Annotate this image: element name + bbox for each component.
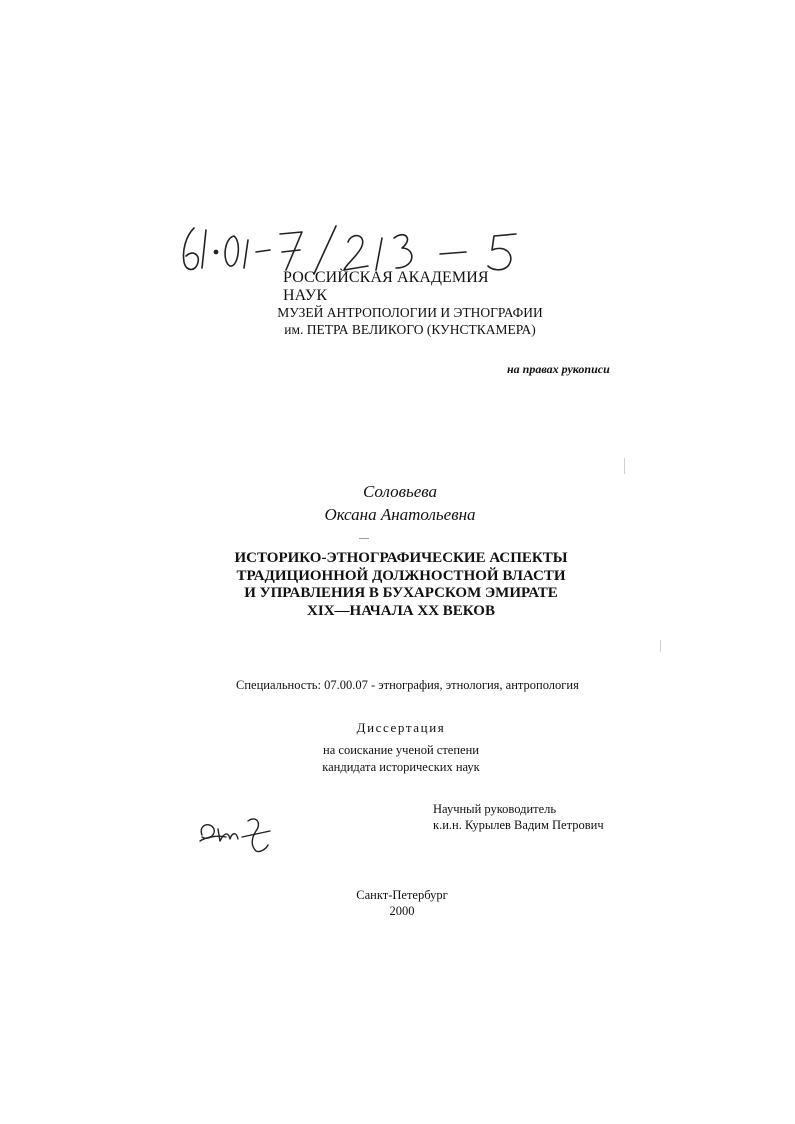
author-surname: Соловьева xyxy=(362,482,438,501)
dissertation-label: Диссертация xyxy=(356,720,446,735)
supervisor-block xyxy=(433,801,604,833)
supervisor-role: Научный руководитель xyxy=(433,802,557,816)
museum-name xyxy=(270,304,550,338)
degree-line-2: кандидата исторических наук xyxy=(322,760,480,774)
title-line-3: И УПРАВЛЕНИЯ В БУХАРСКОМ ЭМИРАТЕ xyxy=(244,585,558,601)
title-line-2: ТРАДИЦИОННОЙ ДОЛЖНОСТНОЙ ВЛАСТИ xyxy=(236,567,566,584)
author-given-names: Оксана Анатольевна xyxy=(324,505,476,524)
rights-note: на правах рукописи xyxy=(507,362,610,376)
scan-mark xyxy=(660,640,661,652)
scan-mark xyxy=(359,538,369,539)
museum-line-2: им. ПЕТРА ВЕЛИКОГО (КУНСТКАМЕРА) xyxy=(284,322,536,337)
place: Санкт-Петербург xyxy=(356,888,448,902)
author-name xyxy=(0,480,795,526)
organization-title: РОССИЙСКАЯ АКАДЕМИЯ НАУК xyxy=(283,269,489,304)
handwritten-signature xyxy=(196,815,276,855)
year: 2000 xyxy=(389,904,415,918)
museum-line-1: МУЗЕЙ АНТРОПОЛОГИИ И ЭТНОГРАФИИ xyxy=(277,305,543,320)
scan-mark xyxy=(624,458,625,474)
title-line-1: ИСТОРИКО-ЭТНОГРАФИЧЕСКИЕ АСПЕКТЫ xyxy=(234,550,568,566)
dissertation-title xyxy=(0,550,795,620)
specialty-line: Специальность: 07.00.07 - этнография, этнология, антропология xyxy=(236,678,579,692)
title-line-4: XIX—НАЧАЛА XX ВЕКОВ xyxy=(307,602,495,619)
place-and-year xyxy=(0,887,795,919)
supervisor-name: к.и.н. Курылев Вадим Петрович xyxy=(433,818,604,832)
degree-statement xyxy=(0,742,795,776)
degree-line-1: на соискание ученой степени xyxy=(323,743,479,757)
